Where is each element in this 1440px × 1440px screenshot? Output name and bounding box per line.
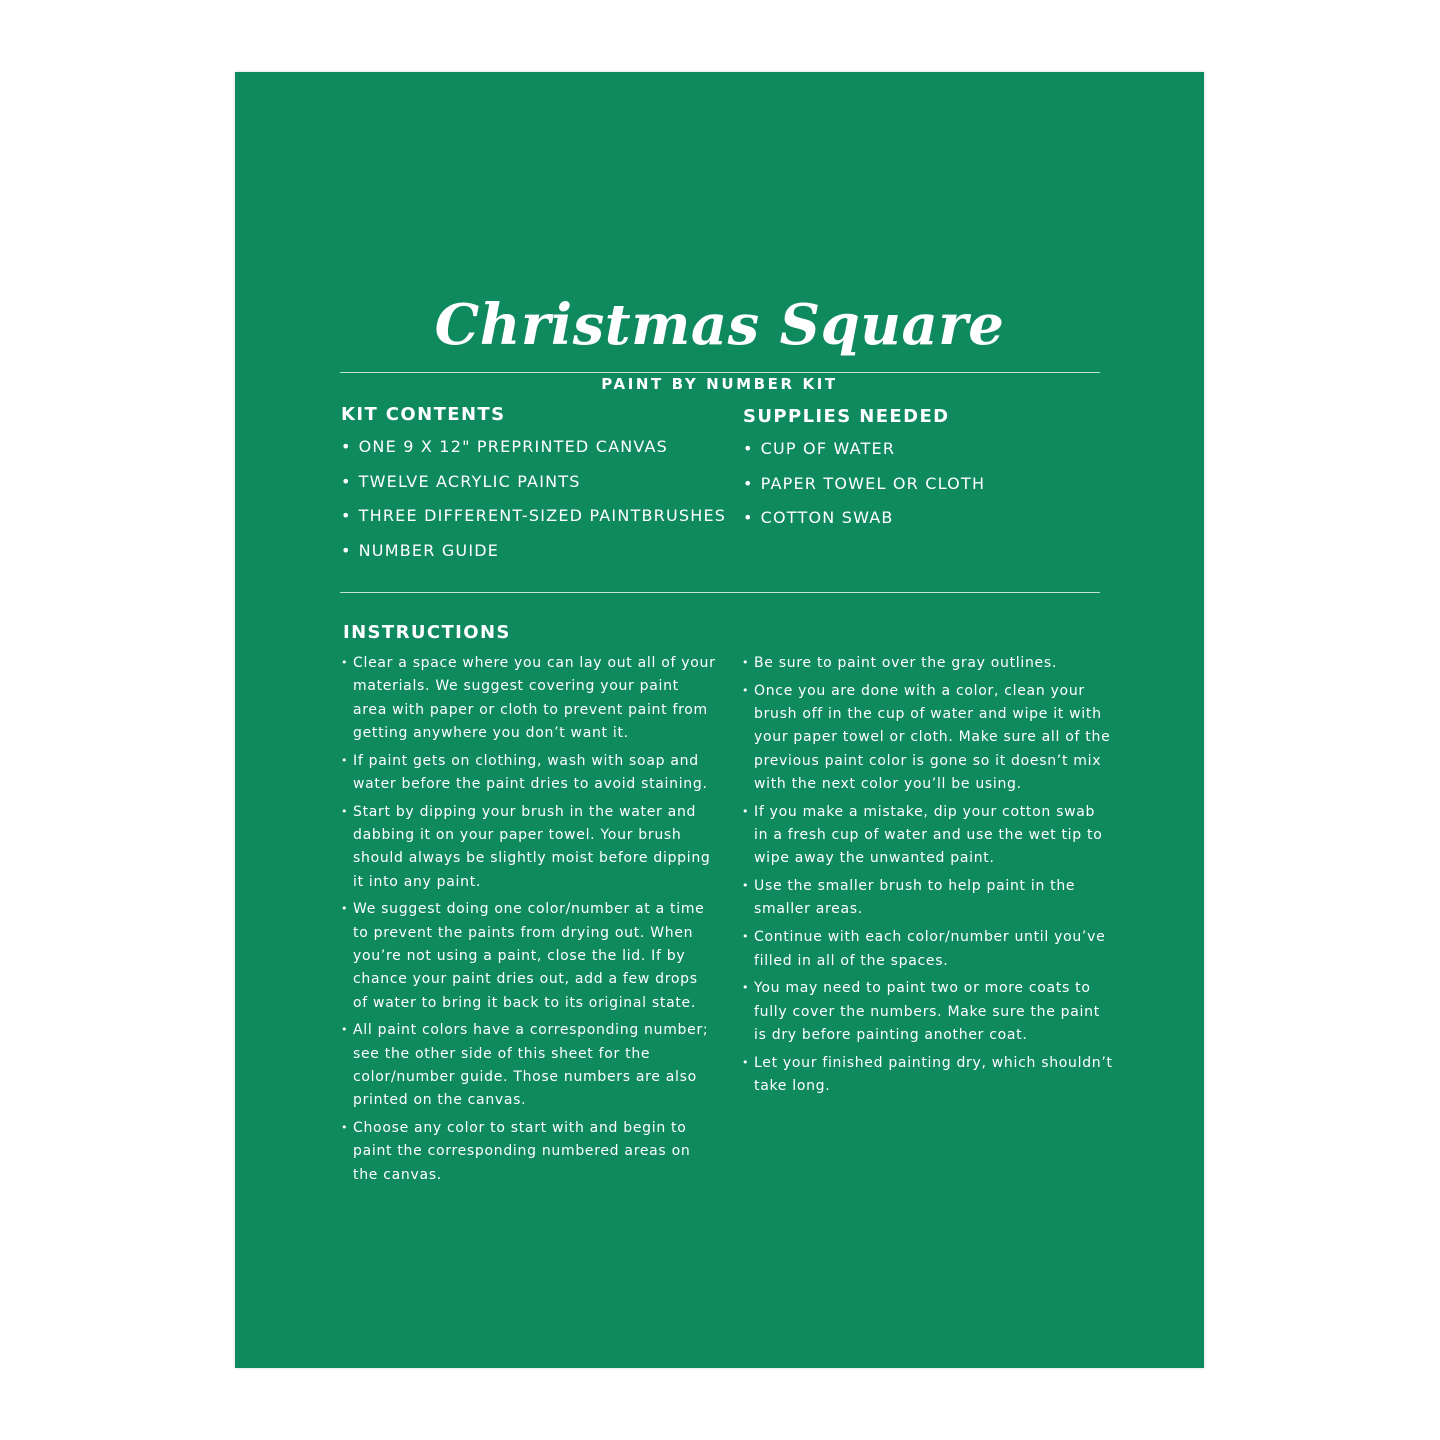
divider-middle [340,592,1100,593]
instruction-item: • Start by dipping your brush in the water and dabbing it on your paper towel. Your brush should always be slightly moist before dipping it into any paint. [341,801,717,894]
list-item: • COTTON SWAB [743,501,985,536]
instructions-list-right [742,652,1114,1103]
instructions-heading: INSTRUCTIONS [343,622,511,643]
instruction-item: • All paint colors have a corresponding number; see the other side of this sheet for the color/number guide. Those numbers are also printed on the canvas. [341,1019,717,1112]
page-title: Christmas Square [434,292,1005,358]
instruction-item: • Let your finished painting dry, which shouldn’t take long. [742,1052,1114,1099]
kit-contents-list [341,430,726,568]
instruction-item: • Choose any color to start with and begin to paint the corresponding numbered areas on the canvas. [341,1117,717,1187]
list-item: • THREE DIFFERENT-SIZED PAINTBRUSHES [341,499,726,534]
instruction-item: • If paint gets on clothing, wash with soap and water before the paint dries to avoid staining. [341,750,717,797]
page-subtitle: PAINT BY NUMBER KIT [601,375,838,393]
instruction-item: • If you make a mistake, dip your cotton swab in a fresh cup of water and use the wet tip to wipe away the unwanted paint. [742,801,1114,871]
divider-top [340,372,1100,373]
instruction-item: • Continue with each color/number until you’ve filled in all of the spaces. [742,926,1114,973]
list-item: • TWELVE ACRYLIC PAINTS [341,465,726,500]
kit-contents-heading: KIT CONTENTS [341,404,506,425]
instruction-item: • Once you are done with a color, clean your brush off in the cup of water and wipe it with your paper towel or cloth. Make sure all of the previous paint color is gone so it doesn’t mix with the next color you’ll be using. [742,680,1114,796]
list-item: • PAPER TOWEL OR CLOTH [743,467,985,502]
instruction-item: • Clear a space where you can lay out all of your materials. We suggest covering your paint area with paper or cloth to prevent paint from getting anywhere you don’t want it. [341,652,717,745]
supplies-needed-list [743,432,985,536]
list-item: • ONE 9 X 12" PREPRINTED CANVAS [341,430,726,465]
instruction-sheet [235,72,1204,1368]
instruction-item: • We suggest doing one color/number at a time to prevent the paints from drying out. When you’re not using a paint, close the lid. If by chance your paint dries out, add a few drops of water to bring it back to its original state. [341,898,717,1014]
list-item: • CUP OF WATER [743,432,985,467]
supplies-needed-heading: SUPPLIES NEEDED [743,406,950,427]
list-item: • NUMBER GUIDE [341,534,726,569]
instruction-item: • Be sure to paint over the gray outlines. [742,652,1114,675]
instructions-list-left [341,652,717,1192]
instruction-item: • You may need to paint two or more coats to fully cover the numbers. Make sure the paint is dry before painting another coat. [742,977,1114,1047]
instruction-item: • Use the smaller brush to help paint in the smaller areas. [742,875,1114,922]
